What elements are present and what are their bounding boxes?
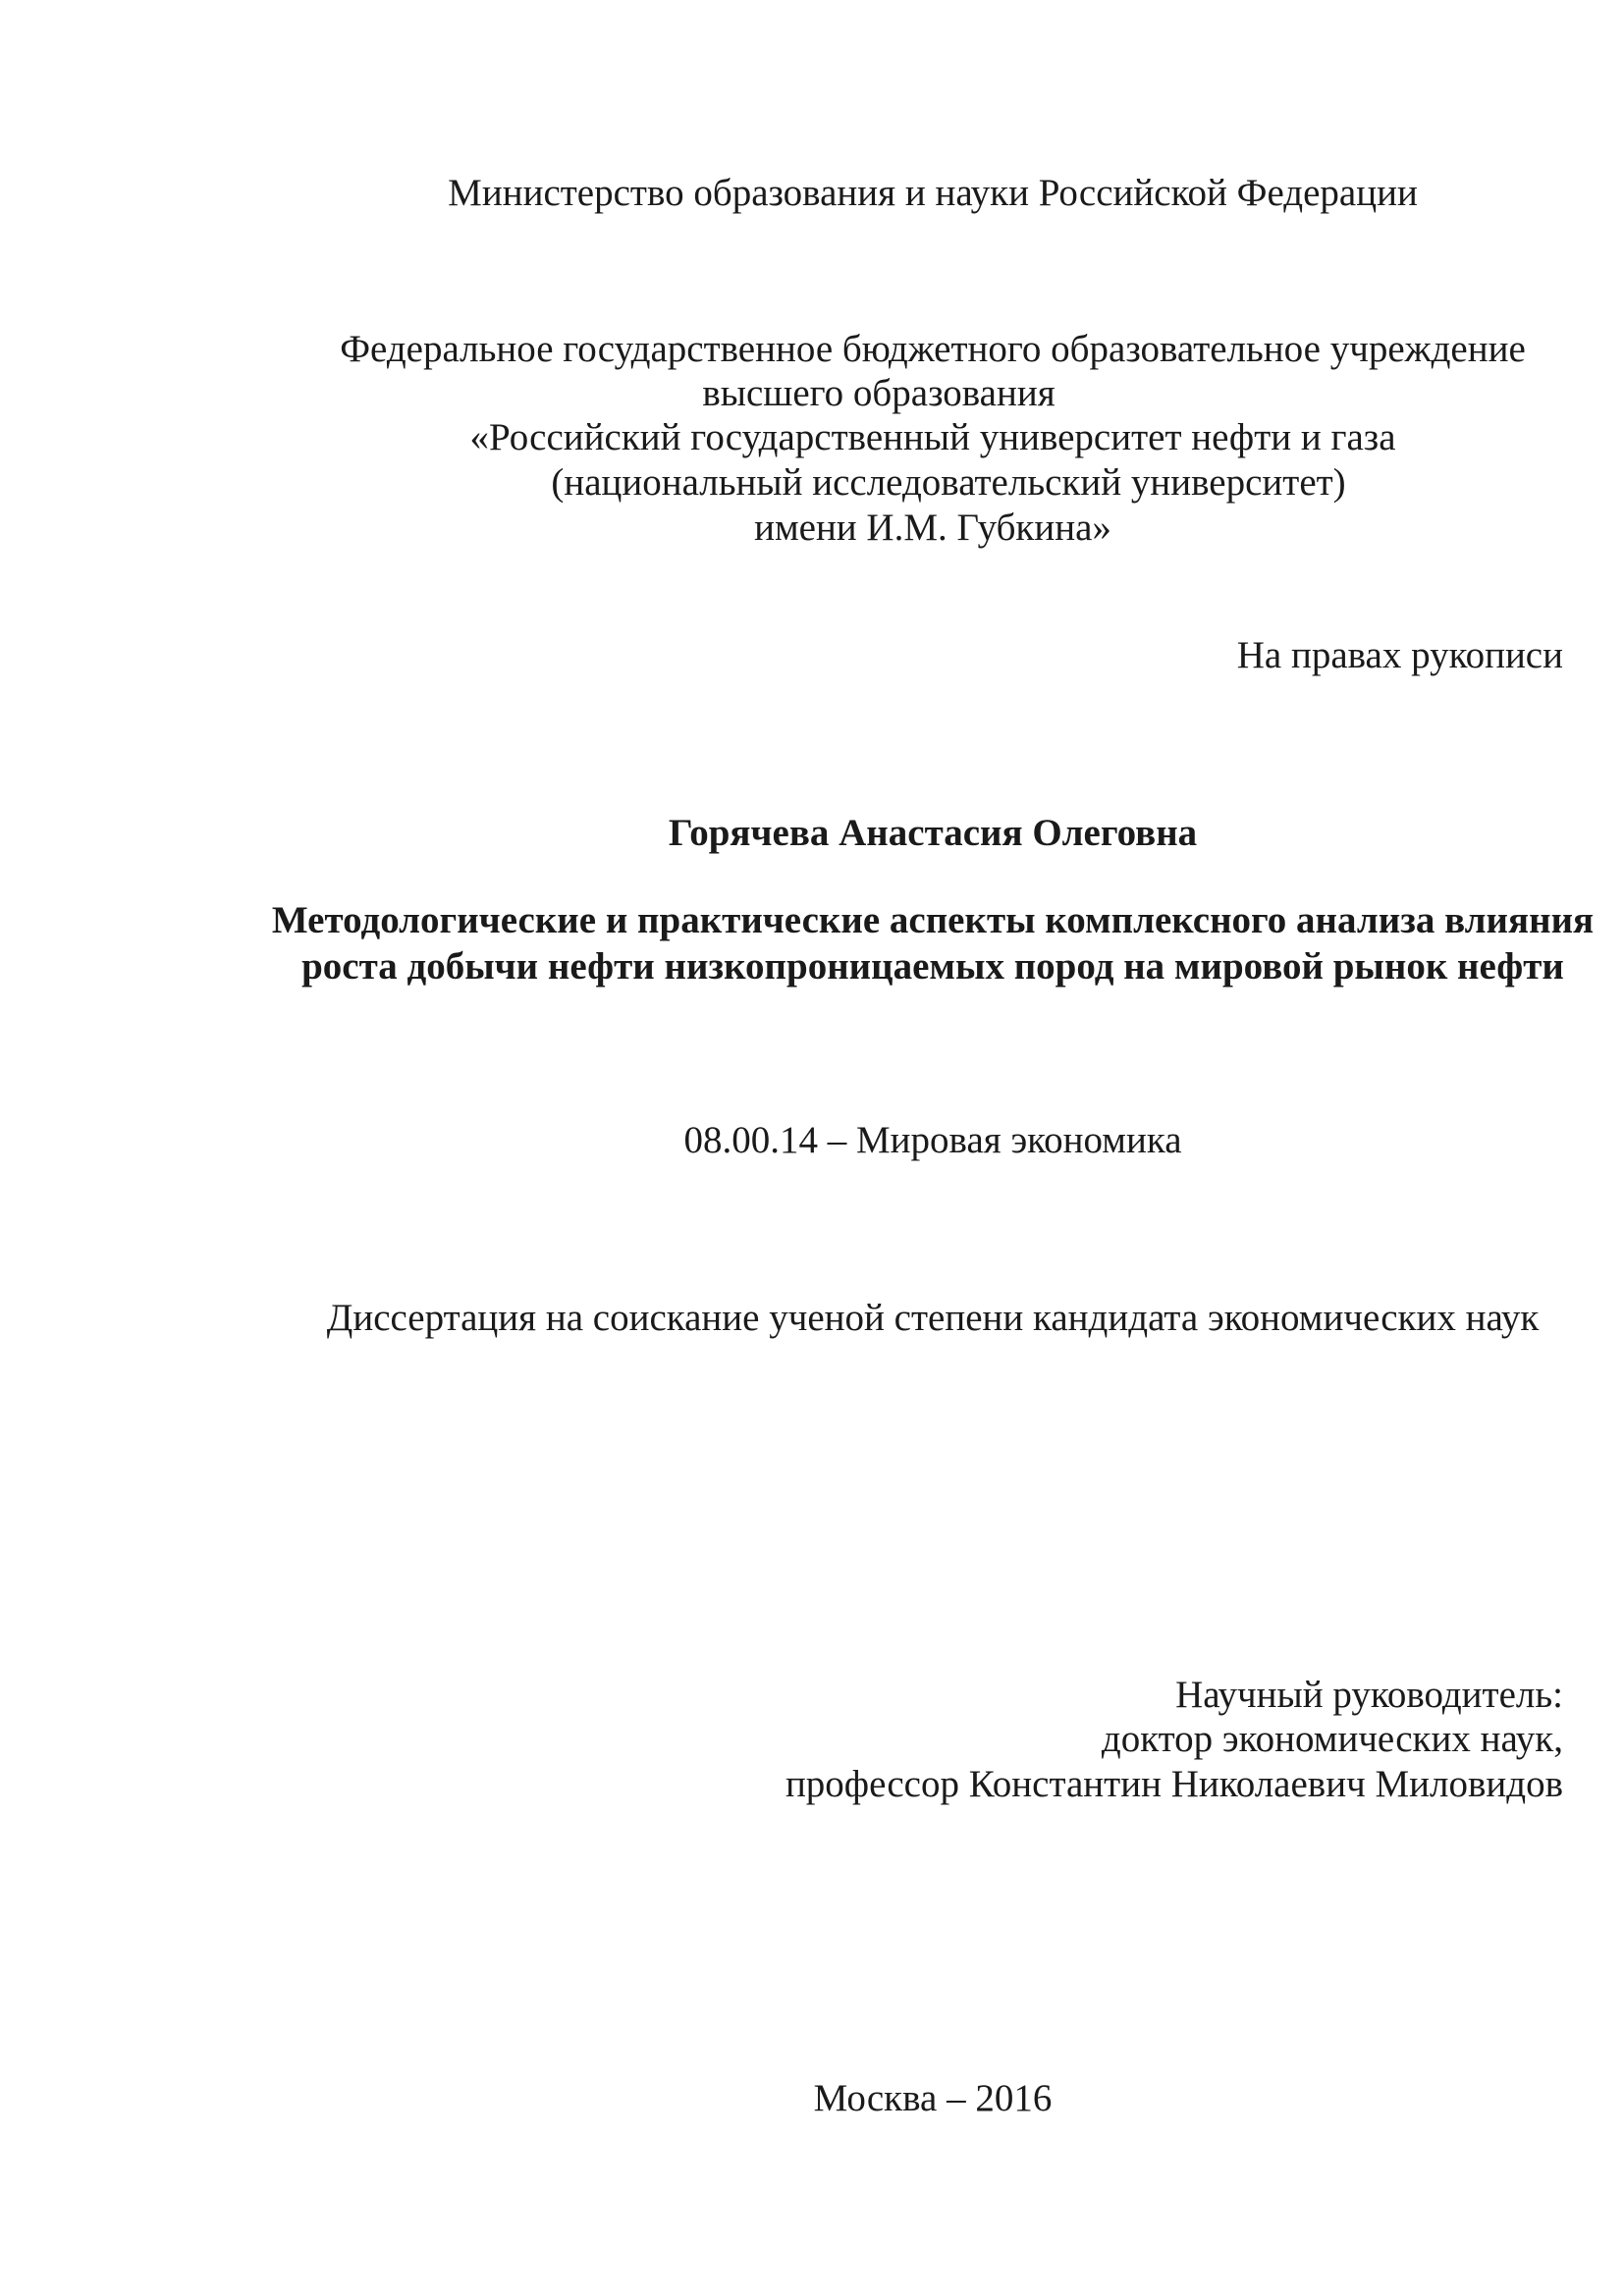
specialty-code: 08.00.14 – Мировая экономика xyxy=(683,1119,1182,1161)
manuscript-note: На правах рукописи xyxy=(1236,634,1563,676)
degree-statement: Диссертация на соискание ученой степени кандидата экономических наук xyxy=(326,1297,1540,1339)
dissertation-title-line: роста добычи нефти низкопроницаемых пород на мировой рынок нефти xyxy=(301,945,1564,988)
institution-line: Федеральное государственное бюджетного образовательное учреждение xyxy=(340,328,1526,370)
author-name: Горячева Анастасия Олеговна xyxy=(668,812,1198,854)
institution-line: имени И.М. Губкина» xyxy=(754,507,1111,549)
ministry-heading: Министерство образования и науки Российской Федерации xyxy=(448,172,1418,214)
dissertation-title-line: Методологические и практические аспекты комплексного анализа влияния xyxy=(271,899,1595,941)
supervisor-degree: доктор экономических наук, xyxy=(1101,1718,1563,1760)
institution-line: «Российский государственный университет нефти и газа xyxy=(469,416,1396,458)
city-year: Москва – 2016 xyxy=(813,2077,1053,2119)
institution-line: (национальный исследовательский университет) xyxy=(551,461,1346,504)
supervisor-name: профессор Константин Николаевич Миловидов xyxy=(785,1763,1563,1805)
institution-line: высшего образования xyxy=(702,372,1056,414)
supervisor-label: Научный руководитель: xyxy=(1175,1674,1563,1716)
